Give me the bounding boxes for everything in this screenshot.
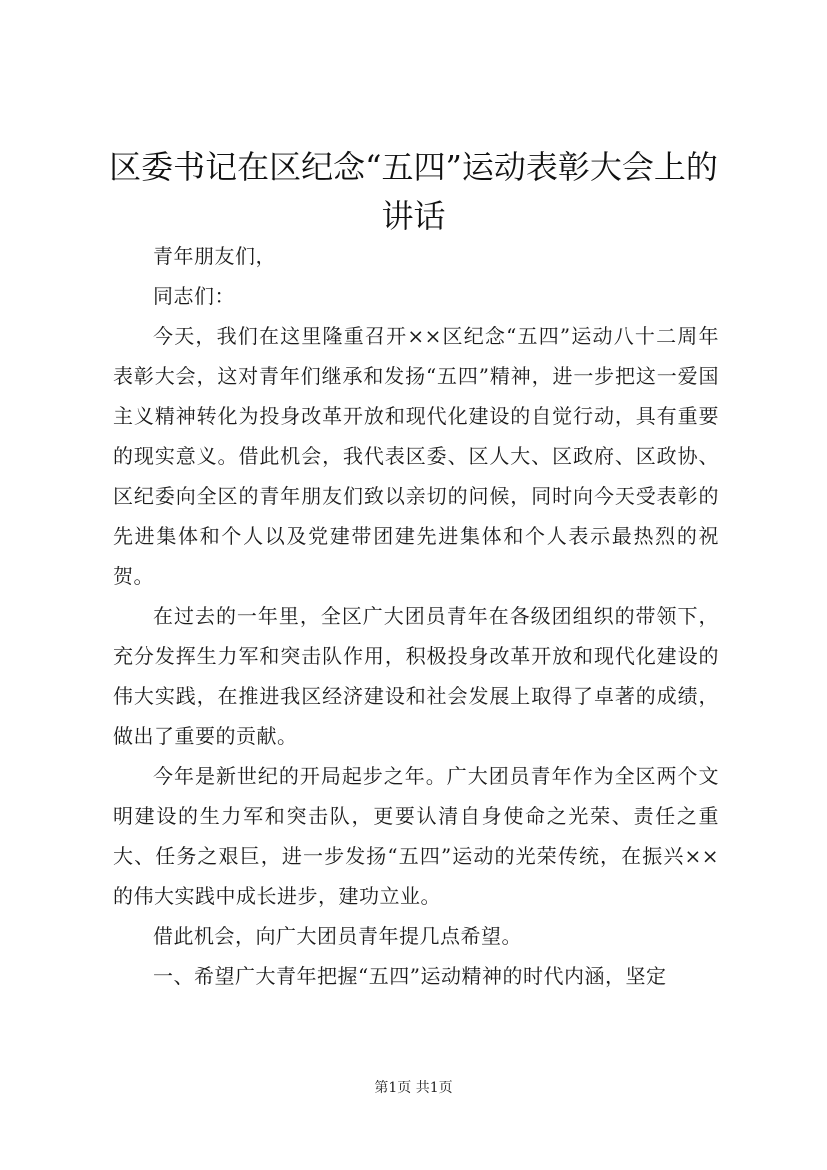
paragraph-opening: 今天，我们在这里隆重召开××区纪念“五四”运动八十二周年表彰大会，这对青年们继承和发扬“五四”精神，进一步把这一爱国主义精神转化为投身改革开放和现代化建设的自觉行动，具有重要的现实意义。借此机会，我代表区委、区人大、区政府、区政协、区纪委向全区的青年朋友们致以亲切的问候，同时向今天受表彰的先进集体和个人以及党建带团建先进集体和个人表示最热烈的祝贺。 [113,324,719,588]
paragraph-greeting-youth: 青年朋友们， [153,244,276,268]
paragraph-greeting-comrades: 同志们： [153,284,235,308]
paragraph-hope-one: 一、希望广大青年把握“五四”运动精神的时代内涵，坚定 [153,964,667,988]
document-body [113,236,719,996]
paragraph-new-century: 今年是新世纪的开局起步之年。广大团员青年作为全区两个文明建设的生力军和突击队，更要认清自身使命之光荣、责任之重大、任务之艰巨，进一步发扬“五四”运动的光荣传统，在振兴××的伟大实践中成长进步，建功立业。 [113,764,719,908]
document-title: 区委书记在区纪念“五四”运动表彰大会上的讲话 [109,148,718,235]
paragraph-hopes-intro: 借此机会，向广大团员青年提几点希望。 [153,924,522,948]
paragraph-past-year: 在过去的一年里，全区广大团员青年在各级团组织的带领下，充分发挥生力军和突击队作用，积极投身改革开放和现代化建设的伟大实践，在推进我区经济建设和社会发展上取得了卓著的成绩，做出了重要的贡献。 [113,604,719,748]
page-number-footer: 第1页 共1页 [374,1080,453,1096]
